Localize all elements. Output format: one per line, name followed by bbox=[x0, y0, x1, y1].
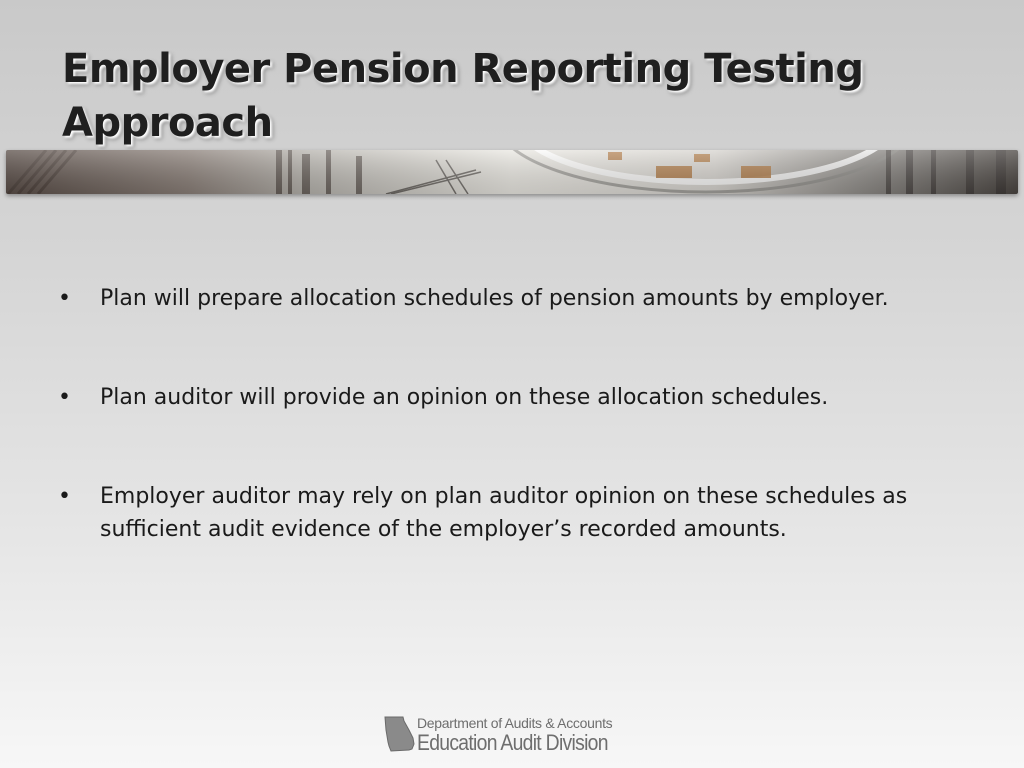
bullet-marker: • bbox=[58, 286, 71, 311]
department-name: Department of Audits & Accounts bbox=[417, 715, 613, 731]
bullet-item bbox=[58, 282, 958, 315]
bullet-item bbox=[58, 480, 958, 546]
georgia-state-map-icon bbox=[383, 716, 415, 752]
bullet-item bbox=[58, 381, 958, 414]
bullet-text: Employer auditor may rely on plan auditor opinion on these schedules as sufficient audit evidence of the employer’s recorded amounts. bbox=[100, 484, 908, 542]
division-name: Education Audit Division bbox=[417, 730, 608, 755]
bullet-text: Plan auditor will provide an opinion on these allocation schedules. bbox=[100, 385, 829, 410]
footer-logo bbox=[383, 713, 643, 755]
rotunda-banner-image bbox=[6, 150, 1018, 194]
banner-image bbox=[6, 150, 1018, 194]
bullet-marker: • bbox=[58, 385, 71, 410]
bullet-list bbox=[58, 282, 958, 612]
bullet-marker: • bbox=[58, 484, 71, 509]
slide-title: Employer Pension Reporting Testing Approach bbox=[62, 46, 864, 146]
bullet-text: Plan will prepare allocation schedules of pension amounts by employer. bbox=[100, 286, 889, 311]
